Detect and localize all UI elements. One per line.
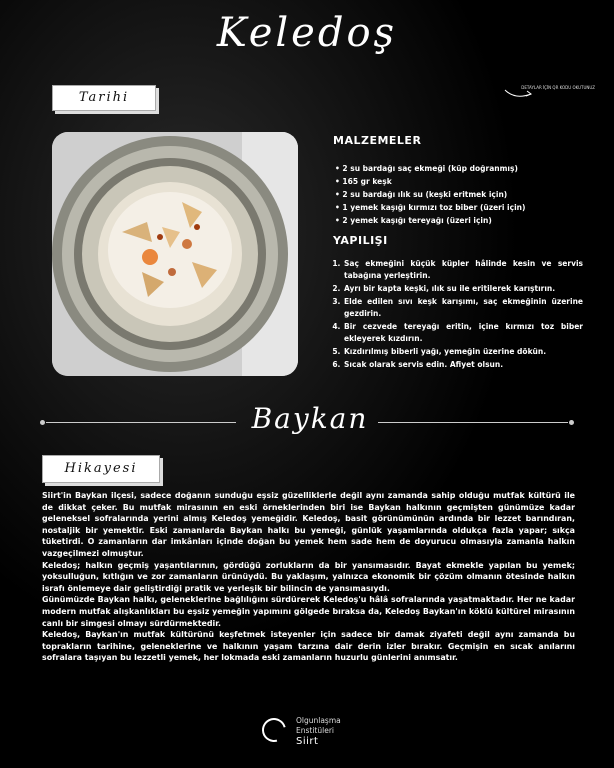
story-paragraph: Günümüzde Baykan halkı, geleneklerine bağlılığını sürdürerek Keledoş'u hâlâ sofralarında yaşatmaktadır. Her ne kadar modern mutfak alışkanlıkları bu eşsiz yemeğin yapımını gölgede bıraksa da, Keledoş Baykan'ın köklü kültürel mirasının canlı bir simgesi olmayı sürdürmektedir.: [42, 595, 575, 628]
logo-line-1: Olgunlaşma: [296, 716, 341, 725]
page-title: Keledoş: [216, 10, 398, 56]
story-paragraph: Keledoş; halkın geçmiş yaşantılarının, gördüğü zorlukların da bir yansımasıdır. Bayat ekmekle yapılan bu yemek; yoksulluğun, kıtlığın ve zor zamanların ürünüydü. Bu yaklaşım, yalnızca ekonomik bir çözüm olmanın ötesinde halkın israfı önlemeye dair geliştirdiği pratik ve yerleşik bir bilincin de yansımasıydı.: [42, 560, 575, 593]
step-item: 5. Kızdırılmış biberli yağı, yemeğin üzerine dökün.: [343, 346, 583, 358]
ingredient-item: • 1 yemek kaşığı kırmızı toz biber (üzeri için): [335, 201, 583, 214]
logo-line-3: Siirt: [296, 736, 319, 747]
step-item: 6. Sıcak olarak servis edin. Afiyet olsun.: [343, 359, 583, 371]
step-item: 1. Saç ekmeğini küçük küpler hâlinde kesin ve servis tabağına yerleştirin.: [343, 258, 583, 282]
story-paragraph: Keledoş, Baykan'ın mutfak kültürünü keşfetmek isteyenler için sadece bir damak ziyafeti değil aynı zamanda bu toprakların tarihine, geleneklerine ve halkının yaşam tarzına dair derin izler bırakır. Geçmişin en sıcak anılarını sofralara taşıyan bu lezzetli yemek, her lokmada eski zamanların huzurlu günlerini anımsatır.: [42, 630, 575, 663]
ingredient-item: • 165 gr keşk: [335, 175, 583, 188]
preparation-heading: YAPILIŞI: [333, 234, 388, 247]
qr-note: DETAYLAR İÇİN QR KODU OKUTUNUZ: [521, 85, 595, 90]
logo-ring-icon: [258, 714, 291, 747]
ingredient-item: • 2 su bardağı saç ekmeği (küp doğranmış): [335, 162, 583, 175]
divider-dot: [569, 420, 574, 425]
step-item: 4. Bir cezvede tereyağı eritin, içine kırmızı toz biber ekleyerek kızdırın.: [343, 321, 583, 345]
logo-line-2: Enstitüleri: [296, 726, 334, 735]
preparation-steps: [333, 258, 583, 372]
ingredient-item: • 2 su bardağı ılık su (keşki eritmek için): [335, 188, 583, 201]
history-tag: Tarihi: [52, 85, 156, 111]
step-item: 2. Ayrı bir kapta keşki, ılık su ile eritilerek karıştırın.: [343, 283, 583, 295]
ingredient-item: • 2 yemek kaşığı tereyağı (üzeri için): [335, 214, 583, 227]
divider-line: [378, 422, 568, 423]
institute-logo: [262, 716, 372, 756]
story-tag: Hikayesi: [42, 455, 160, 483]
story-paragraph: Siirt'in Baykan ilçesi, sadece doğanın sunduğu eşsiz güzelliklerle değil aynı zamanda sahip olduğu mutfak kültürü ile de dikkat çeker. Bu mutfak mirasının en eski örneklerinden biri ise Baykan halkının geçmişten günümüze kadar geleneksel sofralarında yerini almış Keledoş yemeğidir. Keledoş, basit görünümünün ardında bir lezzet barındıran, nostaljik bir yemektir. Eski zamanlarda Baykan halkı bu yemeği, günlük yaşamlarında oldukça fazla yapar; sıkça tüketirdi. O zamanların dar imkânları içinde doğan bu yemek hem sade hem de doyurucu olmasıyla zamanla halkın vazgeçilmezi olmuştur.: [42, 491, 575, 558]
dish-photo: [52, 132, 298, 376]
step-item: 3. Elde edilen sıvı keşk karışımı, saç ekmeğinin üzerine gezdirin.: [343, 296, 583, 320]
divider-dot: [40, 420, 45, 425]
story-text: [42, 490, 575, 664]
ingredients-list: [333, 162, 583, 227]
ingredients-heading: MALZEMELER: [333, 134, 422, 147]
divider-line: [46, 422, 236, 423]
region-title: Baykan: [251, 402, 369, 435]
